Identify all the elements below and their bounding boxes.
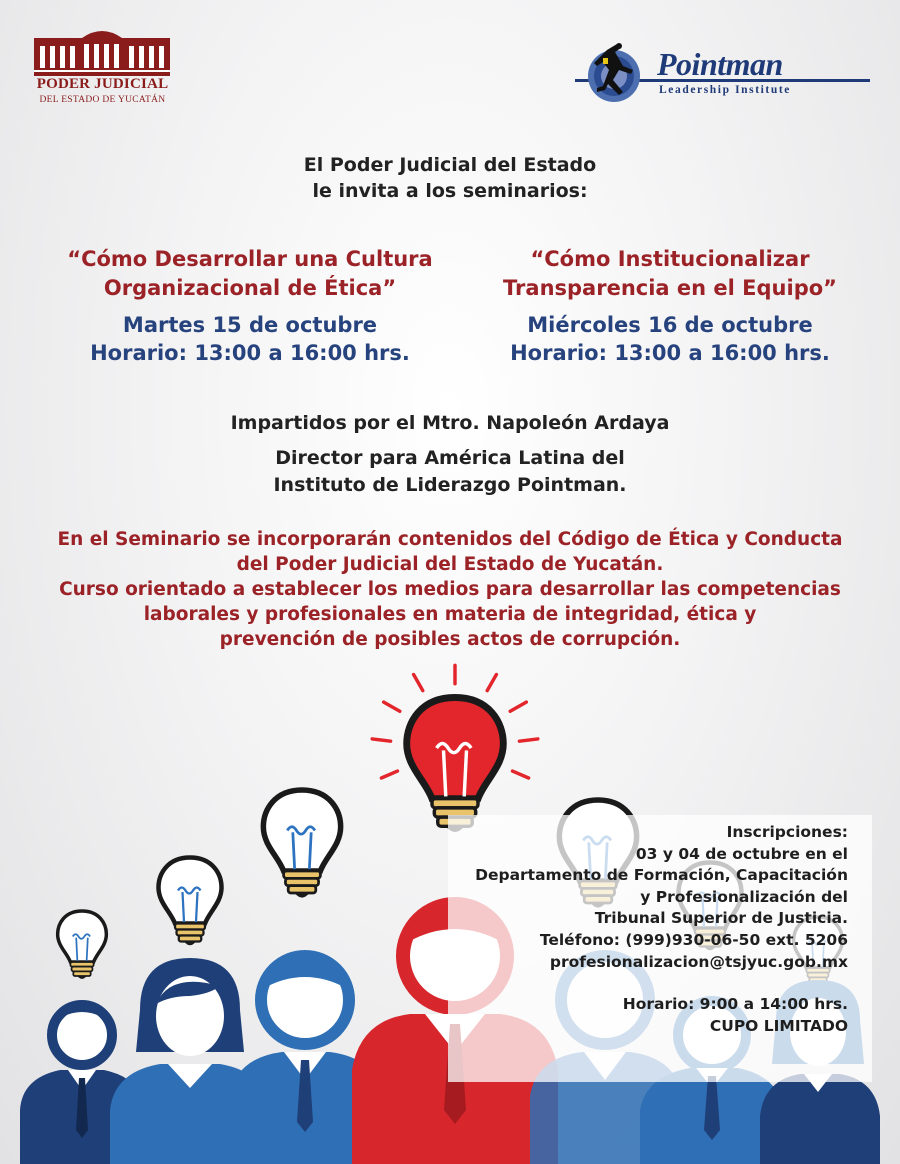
- registration-info: [448, 822, 848, 1037]
- description-line-4: laborales y profesionales en materia de integridad, ética y: [143, 604, 757, 625]
- registration-hours: Horario: 9:00 a 14:00 hrs.: [622, 995, 848, 1014]
- registration-dates: 03 y 04 de octubre en el: [635, 844, 848, 863]
- intro-line-2: le invita a los seminarios:: [312, 180, 588, 202]
- registration-dept-line-1: Departamento de Formación, Capacitación: [475, 866, 848, 885]
- seminar-2-title-line-1: “Cómo Institucionalizar: [530, 247, 810, 271]
- registration-email[interactable]: profesionalizacion@tsjyuc.gob.mx: [549, 952, 848, 971]
- lightbulb-icon-red: [372, 665, 538, 832]
- lightbulb-icon-2: [159, 858, 222, 946]
- seminar-1-title-line-2: Organizacional de Ética”: [103, 276, 397, 300]
- registration-dept-line-2: y Profesionalización del: [640, 887, 848, 906]
- intro-line-1: El Poder Judicial del Estado: [303, 154, 597, 176]
- seminar-1-schedule: Horario: 13:00 a 16:00 hrs.: [90, 341, 410, 365]
- registration-heading: Inscripciones:: [726, 823, 848, 841]
- registration-dept-line-3: Tribunal Superior de Justicia.: [594, 909, 848, 928]
- pointman-logo: [575, 38, 875, 108]
- seminar-2-title-line-2: Transparencia en el Equipo”: [503, 276, 837, 300]
- pj-logo-subtitle: DEL ESTADO DE YUCATÁN: [39, 95, 166, 105]
- speaker-line-3: Instituto de Liderazgo Pointman.: [273, 474, 627, 496]
- invitation-intro: [0, 152, 900, 204]
- speaker-line-1: Impartidos por el Mtro. Napoleón Ardaya: [230, 412, 670, 434]
- seminar-1-title-line-1: “Cómo Desarrollar una Cultura: [67, 247, 433, 271]
- pointman-subtitle: Leadership Institute: [659, 84, 791, 96]
- seminar-1: [30, 245, 470, 367]
- description-line-1: En el Seminario se incorporarán contenidos del Código de Ética y Conducta: [57, 529, 843, 550]
- seminar-2-date: Miércoles 16 de octubre: [527, 313, 813, 337]
- pointman-name: Pointman: [657, 46, 783, 82]
- description-line-2: del Poder Judicial del Estado de Yucatán.: [236, 554, 664, 575]
- seminar-2-schedule: Horario: 13:00 a 16:00 hrs.: [510, 341, 830, 365]
- seminar-2: [450, 245, 890, 367]
- seminar-description: [20, 527, 880, 652]
- registration-phone: Teléfono: (999)930-06-50 ext. 5206: [539, 930, 848, 949]
- pj-logo-title: PODER JUDICIAL: [36, 76, 169, 92]
- pointman-emblem-icon: [583, 40, 645, 104]
- speaker-info: [0, 410, 900, 499]
- speaker-line-2: Director para América Latina del: [275, 447, 625, 469]
- lightbulb-icon-1: [58, 911, 107, 979]
- poder-judicial-logo: [30, 28, 175, 118]
- building-logo-icon: [34, 30, 170, 76]
- registration-capacity: CUPO LIMITADO: [709, 1016, 848, 1035]
- description-line-3: Curso orientado a establecer los medios para desarrollar las competencias: [59, 579, 841, 600]
- lightbulb-icon-3: [263, 790, 340, 898]
- seminar-1-date: Martes 15 de octubre: [122, 313, 378, 337]
- description-line-5: prevención de posibles actos de corrupción.: [219, 629, 681, 650]
